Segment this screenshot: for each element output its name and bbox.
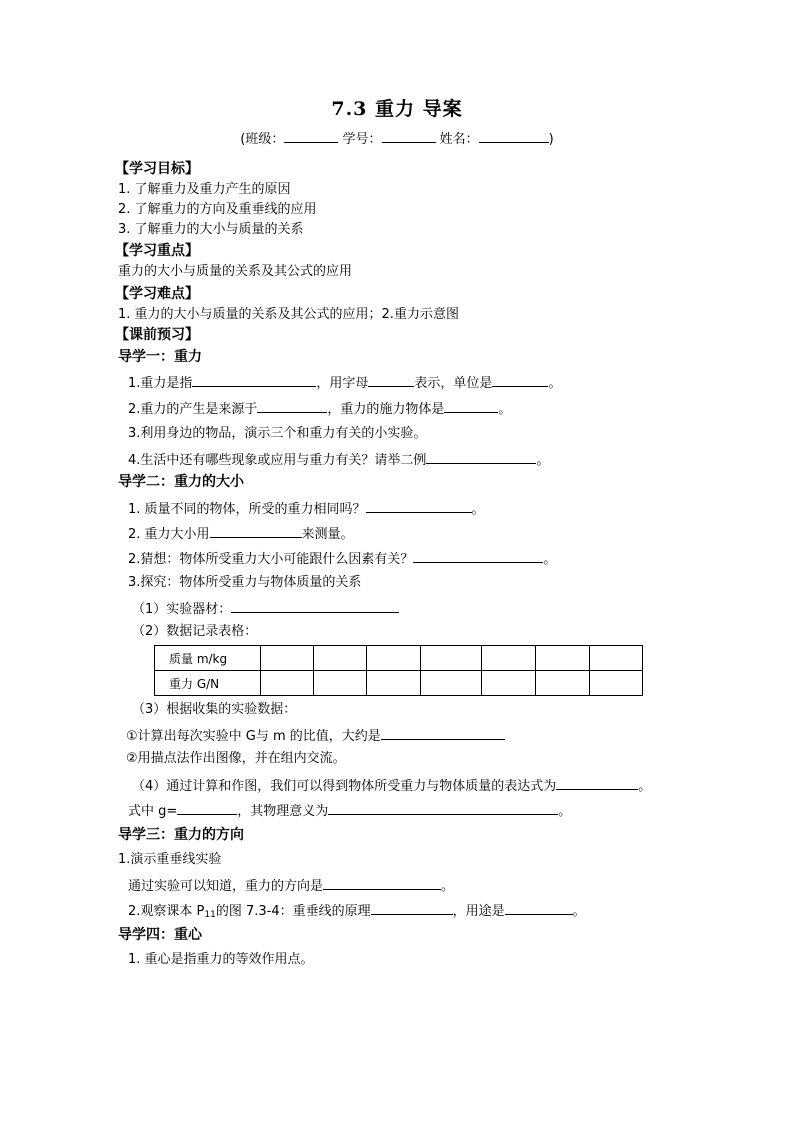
graph-instruction: ②用描点法作出图像，并在组内交流。 [126, 751, 346, 766]
data-record-table [154, 645, 643, 696]
table-cell[interactable] [421, 671, 482, 696]
guide1-question-2: 2.重力的产生是来源于 ，重力的施力物体是 。 [128, 399, 511, 419]
table-cell[interactable] [590, 646, 643, 671]
gravity-direction-question: 通过实验可以知道，重力的方向是 。 [128, 876, 454, 896]
g-meaning-question: 式中 g= ，其物理意义为 。 [128, 801, 571, 821]
student-info-line [0, 128, 794, 147]
table-cell[interactable] [536, 671, 590, 696]
data-table-caption: （2）数据记录表格： [132, 624, 258, 639]
guide1-question-3: 3.利用身边的物品，演示三个和重力有关的小实验。 [128, 426, 427, 441]
goal-item-3: 3. 了解重力的大小与质量的关系 [118, 222, 304, 237]
table-cell[interactable] [421, 646, 482, 671]
table-cell[interactable] [314, 646, 367, 671]
answer-blank[interactable] [328, 801, 558, 815]
student-number-blank [382, 129, 436, 143]
guide1-question-4: 4.生活中还有哪些现象或应用与重力有关？请举二例 。 [128, 450, 549, 470]
goals-heading: 【学习目标】 [115, 161, 199, 177]
plumb-line-question: 2.观察课本 $P_{11}$的图 7.3-4：重垂线的原理 ，用途是 。 [128, 901, 586, 924]
table-row [155, 646, 643, 671]
answer-blank[interactable] [444, 399, 498, 413]
name-label: 姓名： [439, 132, 479, 147]
table-cell[interactable] [367, 671, 421, 696]
answer-blank[interactable] [210, 524, 302, 538]
class-blank [284, 129, 338, 143]
answer-blank[interactable] [192, 373, 316, 387]
guide2-question-3: 2.猜想：物体所受重力大小可能跟什么因素有关？ 。 [128, 549, 556, 569]
focus-text: 重力的大小与质量的关系及其公式的应用 [118, 264, 353, 279]
table-cell[interactable] [367, 646, 421, 671]
guide2-title: 导学二：重力的大小 [118, 474, 244, 490]
page-title: 7.3 重力 导案 [331, 98, 463, 120]
answer-blank[interactable] [257, 399, 327, 413]
answer-blank[interactable] [492, 373, 548, 387]
answer-blank[interactable] [368, 373, 414, 387]
table-cell[interactable] [536, 646, 590, 671]
answer-blank[interactable] [231, 599, 399, 613]
table-cell[interactable] [482, 646, 536, 671]
table-cell[interactable] [590, 671, 643, 696]
answer-blank[interactable] [426, 450, 536, 464]
answer-blank[interactable] [371, 901, 453, 915]
guide4-title: 导学四：重心 [118, 927, 202, 943]
difficulty-text: 1. 重力的大小与质量的关系及其公式的应用；2.重力示意图 [118, 307, 459, 322]
answer-blank[interactable] [381, 726, 505, 740]
answer-blank[interactable] [323, 876, 441, 890]
experiment-equipment: （1）实验器材： [132, 599, 399, 619]
guide2-question-4: 3.探究：物体所受重力与物体质量的关系 [128, 575, 362, 590]
mass-row-label: 质量 m/kg [155, 646, 261, 671]
guide2-question-2: 2. 重力大小用 来测量。 [128, 524, 354, 544]
guide2-question-1: 1. 质量不同的物体，所受的重力相同吗？ 。 [128, 499, 485, 519]
answer-blank[interactable] [413, 549, 543, 563]
guide3-question-1: 1.演示重垂线实验 [118, 852, 222, 867]
guide1-title: 导学一：重力 [118, 349, 202, 365]
table-cell[interactable] [482, 671, 536, 696]
difficulty-heading: 【学习难点】 [115, 286, 199, 302]
answer-blank[interactable] [366, 499, 472, 513]
guide4-question-1: 1. 重心是指重力的等效作用点。 [128, 952, 314, 967]
guide3-title: 导学三：重力的方向 [118, 827, 244, 843]
table-cell[interactable] [261, 646, 314, 671]
name-blank [479, 129, 549, 143]
table-cell[interactable] [314, 671, 367, 696]
goal-item-2: 2. 了解重力的方向及重垂线的应用 [118, 202, 317, 217]
focus-heading: 【学习重点】 [115, 243, 199, 259]
expression-question: （4）通过计算和作图，我们可以得到物体所受重力与物体质量的表达式为 。 [132, 776, 651, 796]
class-label: (班级： [240, 132, 285, 147]
info-close: ) [548, 132, 554, 147]
guide1-question-1: 1.重力是指 ，用字母 表示，单位是 。 [128, 373, 561, 393]
data-analysis-caption: （3）根据收集的实验数据： [132, 702, 297, 717]
ratio-question: ①计算出每次实验中 G与 m 的比值，大约是 [126, 726, 505, 746]
table-cell[interactable] [261, 671, 314, 696]
table-row [155, 671, 643, 696]
answer-blank[interactable] [177, 801, 237, 815]
goal-item-1: 1. 了解重力及重力产生的原因 [118, 182, 291, 197]
answer-blank[interactable] [556, 776, 638, 790]
preview-heading: 【课前预习】 [115, 327, 199, 343]
student-number-label: 学号： [342, 132, 382, 147]
answer-blank[interactable] [505, 901, 573, 915]
gravity-row-label: 重力 G/N [155, 671, 261, 696]
